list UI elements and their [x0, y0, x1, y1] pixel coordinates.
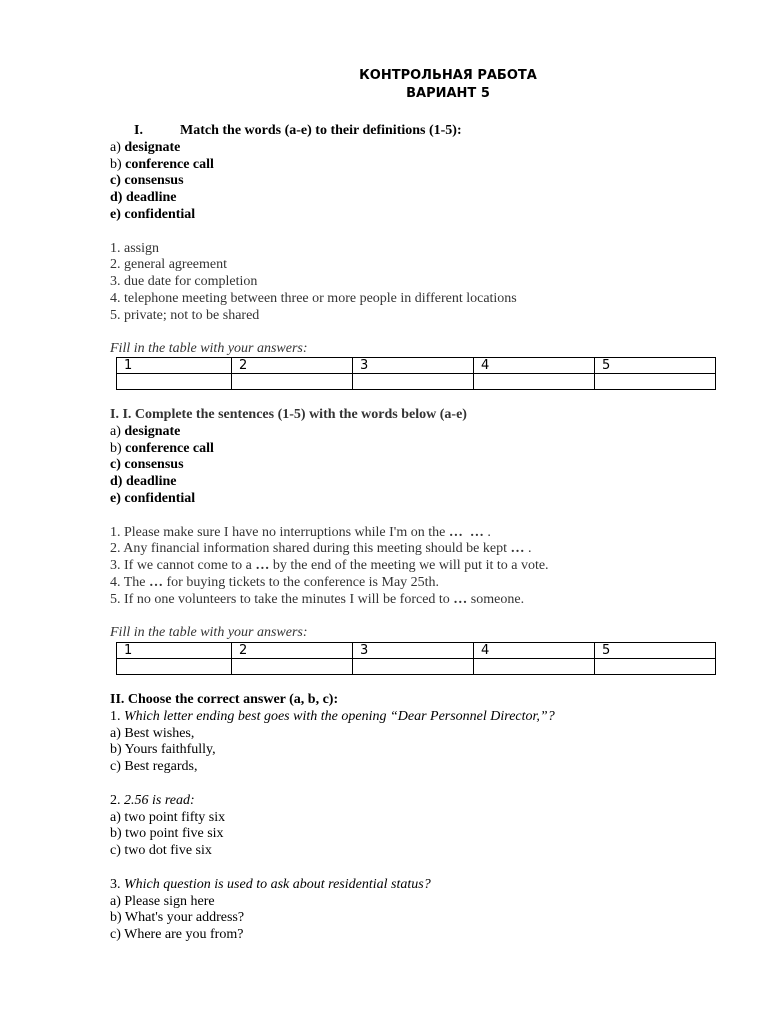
sentence-item: 1. Please make sure I have no interruptions while I'm on the … … .	[110, 524, 491, 540]
word-item: c) consensus	[110, 173, 184, 189]
word-item: b) conference call	[110, 440, 214, 456]
section-1-heading-text: Match the words (a-e) to their definitions (1-5):	[180, 123, 462, 138]
word-item: c) consensus	[110, 457, 184, 473]
section-2	[110, 692, 730, 944]
answer-table-1	[116, 357, 716, 390]
answer-table-header-cell: 4	[474, 358, 595, 374]
answer-cell[interactable]	[117, 374, 232, 390]
sentence-item: 2. Any financial information shared during this meeting should be kept … .	[110, 541, 532, 557]
definition-item: 1. assign	[110, 240, 159, 256]
answer-table-header-row	[117, 358, 716, 374]
answer-cell[interactable]	[474, 374, 595, 390]
sentence-item: 4. The … for buying tickets to the conference is May 25th.	[110, 574, 440, 590]
answer-cell[interactable]	[232, 374, 353, 390]
answer-table-header-cell: 4	[474, 643, 595, 659]
word-item: a) designate	[110, 139, 181, 155]
section-2-heading: II. Choose the correct answer (a, b, c):	[110, 692, 339, 707]
answer-table-header-row	[117, 643, 716, 659]
answer-table-header-cell: 5	[595, 643, 716, 659]
sentence-gap: …	[510, 541, 525, 557]
answer-cell[interactable]	[595, 374, 716, 390]
sentence-gap: … …	[448, 524, 484, 540]
definition-item: 2. general agreement	[110, 257, 227, 273]
fill-table-label: Fill in the table with your answers:	[110, 341, 308, 357]
answer-option[interactable]: c) two dot five six	[110, 843, 212, 859]
answer-table-header-cell: 1	[117, 358, 232, 374]
question: 3. Which question is used to ask about residential status?	[110, 876, 431, 892]
answer-cell[interactable]	[117, 659, 232, 675]
question: 1. Which letter ending best goes with the opening “Dear Personnel Director,”?	[110, 708, 555, 724]
word-item: a) designate	[110, 423, 181, 439]
definition-item: 5. private; not to be shared	[110, 307, 260, 323]
answer-cell[interactable]	[232, 659, 353, 675]
answer-table-header-cell: 3	[353, 643, 474, 659]
answer-cell[interactable]	[474, 659, 595, 675]
section-1b-heading: I. I. Complete the sentences (1-5) with the words below (a-e)	[110, 407, 467, 422]
word-item: e) confidential	[110, 206, 196, 222]
answer-table-header-cell: 2	[232, 643, 353, 659]
section-1	[110, 123, 730, 358]
answer-option[interactable]: b) two point five six	[110, 826, 224, 842]
section-1b	[110, 407, 730, 642]
answer-table-header-cell: 5	[595, 358, 716, 374]
answer-option[interactable]: a) Please sign here	[110, 893, 215, 909]
title-line-1: КОНТРОЛЬНАЯ РАБОТА	[359, 68, 537, 83]
sentence-item: 3. If we cannot come to a … by the end of the meeting we will put it to a vote.	[110, 558, 549, 574]
answer-option[interactable]: c) Where are you from?	[110, 927, 244, 943]
answer-cell[interactable]	[353, 374, 474, 390]
word-item: d) deadline	[110, 190, 177, 206]
question: 2. 2.56 is read:	[110, 792, 195, 808]
word-item: e) confidential	[110, 490, 196, 506]
answer-cell[interactable]	[595, 659, 716, 675]
question-text: Which question is used to ask about residential status?	[124, 876, 431, 892]
sentence-gap: …	[453, 591, 468, 607]
answer-option[interactable]: b) Yours faithfully,	[110, 742, 216, 758]
definition-item: 4. telephone meeting between three or more people in different locations	[110, 290, 517, 306]
sentence-item: 5. If no one volunteers to take the minutes I will be forced to … someone.	[110, 591, 525, 607]
question-text: 2.56 is read:	[124, 792, 195, 808]
answer-table-input-row	[117, 659, 716, 675]
answer-option[interactable]: a) Best wishes,	[110, 725, 195, 741]
answer-table-header-cell: 2	[232, 358, 353, 374]
answer-table-header-cell: 1	[117, 643, 232, 659]
sentence-gap: …	[255, 558, 270, 574]
question-text: Which letter ending best goes with the opening “Dear Personnel Director,”?	[124, 708, 555, 724]
answer-option[interactable]: c) Best regards,	[110, 759, 198, 775]
answer-table-2	[116, 642, 716, 675]
fill-table-label: Fill in the table with your answers:	[110, 625, 308, 641]
answer-table-input-row	[117, 374, 716, 390]
definition-item: 3. due date for completion	[110, 274, 258, 290]
sentence-gap: …	[149, 574, 164, 590]
answer-table-header-cell: 3	[353, 358, 474, 374]
answer-cell[interactable]	[353, 659, 474, 675]
word-item: b) conference call	[110, 156, 214, 172]
section-1-roman: I.	[134, 123, 143, 138]
answer-option[interactable]: a) two point fifty six	[110, 809, 226, 825]
section-1-heading	[110, 123, 730, 140]
answer-option[interactable]: b) What's your address?	[110, 910, 245, 926]
word-item: d) deadline	[110, 474, 177, 490]
title-line-2: ВАРИАНТ 5	[406, 86, 490, 101]
